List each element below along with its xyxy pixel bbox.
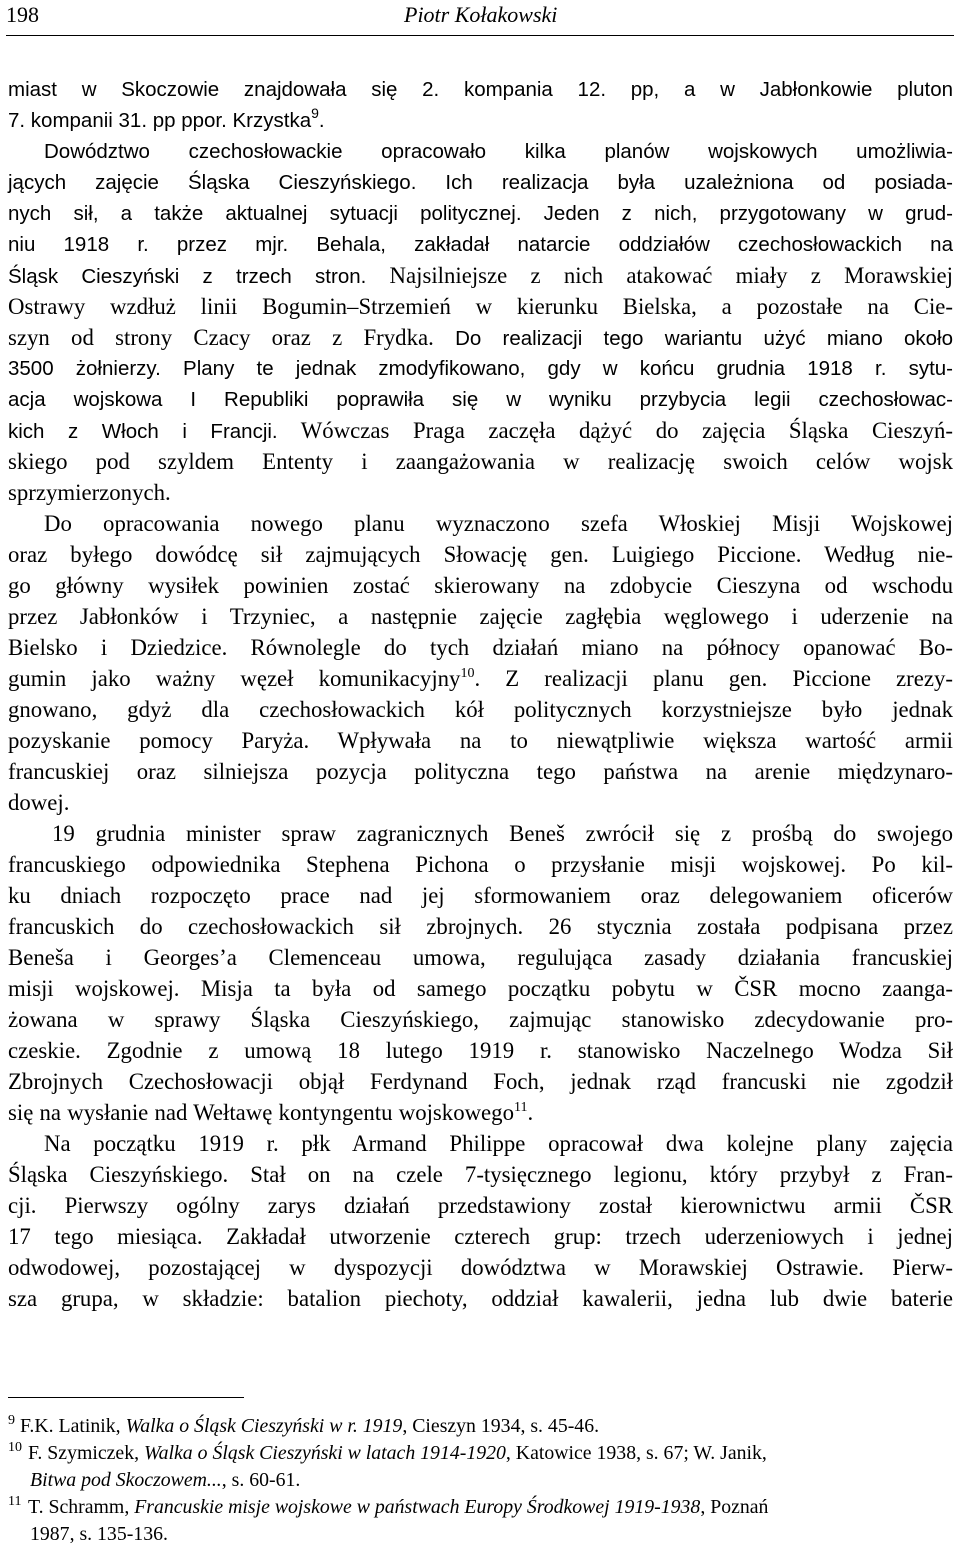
text-line: dowej. <box>8 790 70 815</box>
text-line: Zbrojnych Czechosłowacji objął Ferdynand Foch, jednak rząd francuski nie zgodził <box>8 1069 953 1094</box>
text-line: nych sił, a także aktualnej sytuacji politycznej. Jeden z nich, przygotowany w grud- <box>8 202 953 225</box>
text-line: niu 1918 r. przez mjr. Behala, zakładał natarcie oddziałów czechosłowackich na <box>8 233 953 256</box>
footnote-ref-10[interactable]: 10 <box>460 666 475 681</box>
footnote-rule <box>8 1397 244 1398</box>
text-line: Śląsk Cieszyński z trzech stron. Najsilniejsze z nich atakować miały z Morawskiej <box>8 263 953 288</box>
footnote-10-continuation: Bitwa pod Skoczowem..., s. 60-61. <box>30 1469 301 1491</box>
footnote-title: Walka o Śląsk Cieszyński w latach 1914-1920 <box>143 1442 506 1464</box>
text-line: Dowództwo czechosłowackie opracowało kilka planów wojskowych umożliwia- <box>44 140 953 163</box>
text-line: Do opracowania nowego planu wyznaczono szefa Włoskiej Misji Wojskowej <box>44 511 953 536</box>
text-line: 19 grudnia minister spraw zagranicznych Beneš zwrócił się z prośbą do swojego <box>52 821 953 846</box>
text-line: miast w Skoczowie znajdowała się 2. kompania 12. pp, a w Jabłonkowie pluton <box>8 78 953 101</box>
footnote-10: 10 F. Szymiczek, Walka o Śląsk Cieszyński w latach 1914-1920, Katowice 1938, s. 67; W. Janik, <box>8 1440 767 1464</box>
text-line: 17 tego miesiąca. Zakładał utworzenie czterech grup: trzech uderzeniowych i jednej <box>8 1224 953 1249</box>
footnote-11: 11 T. Schramm, Francuskie misje wojskowe w państwach Europy Środkowej 1919-1938, Poznań <box>8 1494 769 1518</box>
text-line: ku dniach rozpoczęto prace nad jej sformowaniem oraz delegowaniem oficerów <box>8 883 953 908</box>
text-line: sza grupa, w składzie: batalion piechoty, oddział kawalerii, jedna lub dwie baterie <box>8 1286 953 1311</box>
text-line: skiego pod szyldem Ententy i zaangażowania w realizację swoich celów wojsk <box>8 449 953 474</box>
text-line: 7. kompanii 31. pp ppor. Krzystka$^9$. <box>8 105 325 132</box>
page-number: 198 <box>6 2 39 27</box>
text-line: gnowano, gdyż dla czechosłowackich kół politycznych korzystniejsze było jednak <box>8 697 953 722</box>
text-line: Śląska Cieszyńskiego. Stał on na czele 7-tysięcznego legionu, który przybył z Fran- <box>8 1162 953 1187</box>
text-line: się na wysłanie nad Wełtawę kontyngentu wojskowego$^{11}$. <box>8 1100 534 1125</box>
header-rule <box>6 35 954 36</box>
footnote-11-continuation: 1987, s. 135-136. <box>30 1523 168 1545</box>
text-line: przez Jabłonków i Trzyniec, a następnie zajęcie zagłębia węglowego i uderzenie na <box>8 604 953 629</box>
text-line: odwodowej, pozostającej w dyspozycji dowództwa w Morawskiej Ostrawie. Pierw- <box>8 1255 953 1280</box>
text-line: szyn od strony Czacy oraz z Frydka. Do realizacji tego wariantu użyć miano około <box>8 325 954 350</box>
text-line: sprzymierzonych. <box>8 480 171 505</box>
footnote-ref-11[interactable]: 11 <box>513 1100 528 1115</box>
text-line: cji. Pierwszy ogólny zarys działań przedstawiony został kierownictwu armii ČSR <box>8 1193 953 1218</box>
page-header <box>6 0 954 34</box>
text-line: kich z Włoch i Francji. Wówczas Praga zaczęła dążyć do zajęcia Śląska Cieszyń- <box>8 418 953 443</box>
text-line: pozyskanie pomocy Paryża. Wpływała na to niewątpliwie większa wartość armii <box>8 728 953 753</box>
text-line: jących zajęcie Śląska Cieszyńskiego. Ich realizacja była uzależniona od posiada- <box>8 171 953 194</box>
footnotes <box>8 1413 953 1548</box>
footnote-title: Walka o Śląsk Cieszyński w r. 1919 <box>125 1415 403 1437</box>
footnote-9: 9 F.K. Latinik, Walka o Śląsk Cieszyński w r. 1919, Cieszyn 1934, s. 45-46. <box>8 1413 600 1437</box>
text-line: francuskiego odpowiednika Stephena Pichona o przysłanie misji wojskowej. Po kil- <box>8 852 953 877</box>
text-line: misji wojskowej. Misja ta była od samego początku pobytu w ČSR mocno zaanga- <box>8 976 953 1001</box>
running-head-author: Piotr Kołakowski <box>404 2 558 27</box>
text-line: oraz byłego dowódcę sił zajmujących Słowację gen. Luigiego Piccione. Według nie- <box>8 542 953 567</box>
text-line: francuskich do czechosłowackich sił zbrojnych. 26 stycznia została podpisana przez <box>8 914 953 939</box>
text-line: Ostrawy wzdłuż linii Bogumin–Strzemień w kierunku Bielska, a pozostałe na Cie- <box>8 294 953 319</box>
body-text <box>8 74 953 1314</box>
text-line: 3500 żołnierzy. Plany te jednak zmodyfikowano, gdy w końcu grudnia 1918 r. sytu- <box>8 357 953 380</box>
text-line: czeskie. Zgodnie z umową 18 lutego 1919 r. stanowisko Naczelnego Wodza Sił <box>8 1038 953 1063</box>
text-line: żowana w sprawy Śląska Cieszyńskiego, zajmując stanowisko zdecydowanie pro- <box>8 1007 953 1032</box>
text-line: go główny wysiłek powinien zostać skierowany na zdobycie Cieszyna od wschodu <box>8 573 953 598</box>
text-line: Bielsko i Dziedzice. Równolegle do tych działań miano na północy opanować Bo- <box>8 635 953 660</box>
footnote-ref-9[interactable]: 9 <box>311 105 319 121</box>
text-line: Beneša i Georges’a Clemenceau umowa, regulująca zasady działania francuskiej <box>8 945 953 970</box>
footnote-title: Francuskie misje wojskowe w państwach Europy Środkowej 1919-1938 <box>134 1496 701 1518</box>
text-line: Na początku 1919 r. płk Armand Philippe opracował dwa kolejne plany zajęcia <box>44 1131 953 1156</box>
text-line: acja wojskowa I Republiki poprawiła się w wyniku przybycia legii czechosłowac- <box>8 388 953 411</box>
text-line: gumin jako ważny węzeł komunikacyjny$^{10}$. Z realizacji planu gen. Piccione zrezy- <box>8 666 953 691</box>
text-line: francuskiej oraz silniejsza pozycja polityczna tego państwa na arenie międzynaro- <box>8 759 953 784</box>
footnote-title: Bitwa pod Skoczowem... <box>30 1469 222 1491</box>
